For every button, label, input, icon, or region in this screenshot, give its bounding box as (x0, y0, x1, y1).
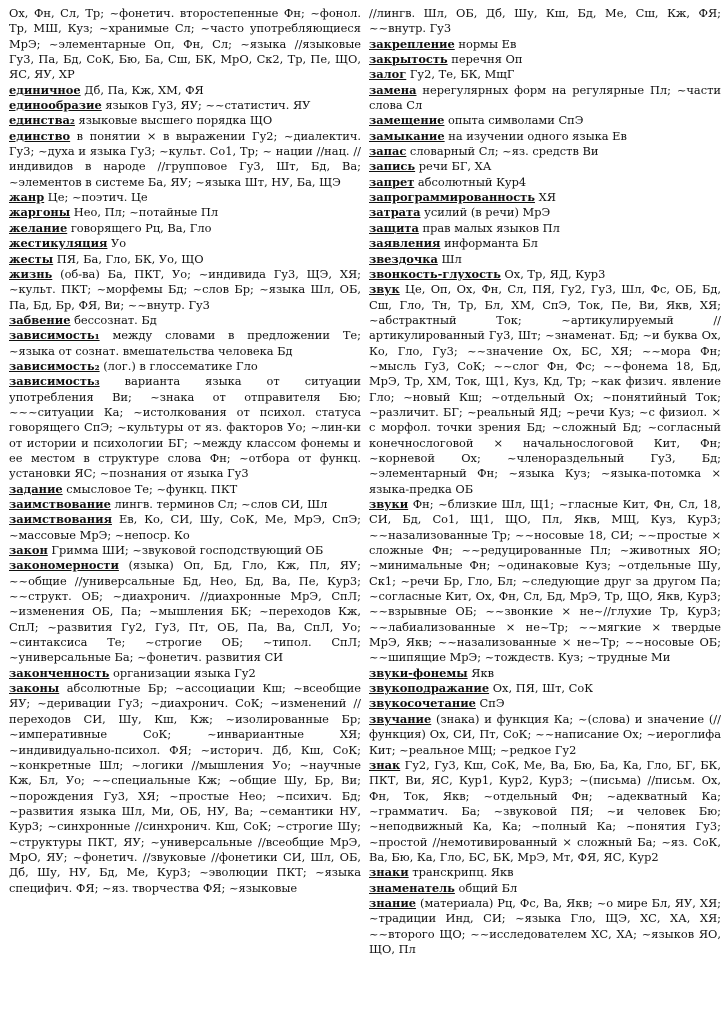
entry-text: абсолютный Кур4 (414, 174, 527, 189)
index-entry (9, 558, 361, 665)
entry-text: языков Гу3, ЯУ; ~~статистич. ЯУ (101, 98, 311, 113)
entry-text: бессознат. Бд (70, 312, 157, 327)
index-entry (9, 328, 361, 359)
entry-headword: заявления (369, 236, 441, 251)
index-entry (369, 881, 721, 896)
index-entry (9, 512, 361, 543)
entry-text: прав малых языков Пл (418, 220, 560, 235)
entry-headword: законченность (9, 665, 110, 680)
entry-headword: задание (9, 481, 63, 496)
entry-text: Уо (107, 236, 127, 251)
entry-text: организации языка Гу2 (109, 665, 256, 680)
index-entry (9, 681, 361, 896)
entry-text: Нео, Пл; ~потайные Пл (70, 205, 219, 220)
entry-headword: звук (369, 282, 400, 297)
entry-text: Ев, Ко, СИ, Шу, СоК, Ме, МрЭ, СпЭ; ~массовые МрЭ; ~непоср. Ко (9, 512, 361, 542)
entry-text: лингв. терминов Сл; ~слов СИ, Шл (110, 497, 328, 511)
index-entry (369, 6, 721, 37)
entry-text: Гу2, Гу3, Кш, СоК, Ме, Ва, Бю, Ба, Ка, Гло, БГ, БК, ПКТ, Ви, ЯС, Кур1, Кур2, Кур3; ~(письма) //письм. Ох, Фн, Ток, Якв; ~отдельный Фн; ~адекватный Ка; ~грамматич. Ба; ~звуковой ПЯ; ~и человек Бю; ~неподвижный Ка, Ка; ~полный Ка; ~понятия Гу3; ~простой //немотивированный × сложный Ба; ~яз. СоК, Ва, Бю, Ка, Гло, БС, БК, МрЭ, Мт, ФЯ, ЯС, Кур2 (369, 757, 721, 864)
entry-headword: замена (369, 82, 417, 97)
entry-text: Гу2, Те, БК, МщГ (406, 67, 515, 82)
entry-headword: жестикуляция (9, 236, 108, 251)
index-entry (369, 712, 721, 758)
entry-headword: звездочка (369, 251, 438, 266)
index-entry (9, 129, 361, 190)
index-entry (9, 190, 361, 205)
index-entry (9, 267, 361, 313)
index-entry (9, 6, 361, 83)
entry-headword: зависимость₃ (9, 374, 100, 389)
index-entry (369, 52, 721, 67)
index-entry (369, 681, 721, 696)
entry-text: варианта языка от ситуации употребления Ви; ~знака от отправителя Бю; ~~~ситуации Ка; ~истолкования от психол. статуса говорящего СпЭ; ~культуры от яз. факторов Уо; ~лин-ки от истории и психологии БГ; ~между классом фонемы и ее местом в структуре слова Фн; ~отбора от функц. установки ЯС; ~познания от языка Гу3 (9, 374, 361, 481)
entry-headword: звуки (369, 497, 409, 511)
index-entry (369, 129, 721, 144)
index-entry (9, 113, 361, 128)
entry-text: Це, Оп, Ох, Фн, Сл, ПЯ, Гу2, Гу3, Шл, Фс, ОБ, Бд, Сш, Гло, Тн, Тр, Бл, ХМ, СпЭ, Ток, Пе, Ви, Якв, ХЯ; ~абстрактный Ток; ~артикулируемый //артикулированный Гу3, Шт; ~знаменат. Бд; ~и буква Ох, Ко, Гло, Гу3; ~~значение Ох, БС, ХЯ; ~~мора Фн; ~мысль Гу3, СоК; ~~слог Фн, Фс; ~~фонема 18, Бд, МрЭ, Тр, ХМ, Ток, Щ1, Куз, Кд, Тр; ~как физич. явление Гло; ~новый Кш; ~отдельный Ох; ~понятийный Ток; ~различит. БГ; ~реальный ЯД; ~речи Куз; ~с физиол. × с морфол. точки зрения Бд; ~сложный Бд; ~согласный конечнослоговой × начальнослоговой Кит, Фн; ~корневой Ох; ~членораздельный Гу3, Бд; ~элементарный Фн; ~языка Куз; ~языка-потомка × языка-предка ОБ (369, 282, 721, 496)
index-entry (369, 696, 721, 711)
index-entry (369, 205, 721, 220)
entry-text: между словами в предложении Те; ~языка от сознат. вмешательства человека Бд (9, 328, 361, 358)
entry-text: Ох, ПЯ, Шт, СоК (489, 681, 594, 696)
entry-headword: звуки-фонемы (369, 665, 468, 680)
entry-headword: закрепление (369, 36, 455, 51)
entry-text: Шл (437, 251, 462, 266)
entry-text: Це; ~поэтич. Це (44, 190, 148, 205)
entry-headword: забвение (9, 312, 71, 327)
index-entry (369, 252, 721, 267)
entry-headword: жесты (9, 251, 54, 266)
index-entry (9, 359, 361, 374)
entry-headword: единство (9, 128, 71, 143)
index-entry (9, 374, 361, 481)
entry-headword: знак (369, 757, 401, 772)
entry-headword: зависимость₂ (9, 358, 100, 373)
entry-text: (материала) Рц, Фс, Ва, Якв; ~о мире Бл, ЯУ, ХЯ; ~традиции Инд, СИ; ~языка Гло, ЩЭ, ХС, ХА, ХЯ; ~~второго ЩО; ~~исследователем ХС, ХА; ~языков ЯО, ЩО, Пл (369, 895, 721, 956)
entry-headword: знание (369, 895, 417, 910)
index-entry (369, 190, 721, 205)
left-column (9, 6, 361, 896)
entry-text: транскрипц. Якв (408, 865, 514, 880)
entry-headword: залог (369, 67, 407, 82)
entry-headword: закрытость (369, 52, 448, 67)
entry-headword: звучание (369, 711, 432, 726)
index-entry (9, 482, 361, 497)
entry-text: говорящего Рц, Ва, Гло (67, 220, 212, 235)
entry-headword: жанр (9, 190, 45, 205)
index-entry (369, 221, 721, 236)
entry-text: языковые высшего порядка ЩО (74, 113, 273, 128)
entry-headword: жизнь (9, 266, 53, 281)
entry-text: (знака) и функция Ка; ~(слова) и значение (//функция) Ох, СИ, Пт, СоК; ~~написание Ох; ~иероглифа Кит; ~реальное МЩ; ~редкое Гу2 (369, 711, 721, 757)
index-entry (369, 67, 721, 82)
entry-text: усилий (в речи) МрЭ (420, 205, 551, 220)
index-entry (369, 144, 721, 159)
index-entry (369, 83, 721, 114)
entry-text: Ох, Фн, Сл, Тр; ~фонетич. второстепенные Фн; ~фонол. Тр, МШ, Куз; ~хранимые Сл; ~часто употребляющиеся МрЭ; ~элементарные Оп, Фн, Сл; ~языка //языковые Гу3, Па, Бд, СоК, Бю, Ба, Сш, БК, МрО, Ск2, Тр, Пе, ЩО, ЯС, ЯУ, ХР (9, 6, 361, 82)
index-entry (9, 313, 361, 328)
entry-text: перечня Оп (447, 52, 523, 67)
entry-headword: замыкание (369, 128, 445, 143)
entry-text: опыта символами СпЭ (444, 113, 584, 128)
entry-headword: закономерности (9, 558, 119, 573)
index-entry (369, 267, 721, 282)
index-entry (9, 98, 361, 113)
entry-headword: заимствования (9, 512, 112, 527)
entry-headword: жаргоны (9, 205, 71, 220)
entry-text: (языка) Оп, Бд, Гло, Кж, Пл, ЯУ; ~~общие //универсальные Бд, Нео, Бд, Ва, Пе, Кур3; ~~структ. ОБ; ~диахронич. //диахронные МрЭ, СпЛ; ~изменения ОБ, Па; ~мышления БК; ~переходов Кж, СпЛ; ~развития Гу2, Гу3, Пт, ОБ, Па, Ва, СпЛ, Уо; ~синтаксиса Те; ~строгие ОБ; ~типол. СпЛ; ~универсальные Ба; ~фонетич. развития СИ (9, 558, 361, 665)
entry-text: (об-ва) Ба, ПКТ, Уо; ~индивида Гу3, ЩЭ, ХЯ; ~культ. ПКТ; ~морфемы Бд; ~слов Бр; ~языка Шл, ОБ, Па, Бд, Бр, ФЯ, Ви; ~~внутр. Гу3 (9, 266, 361, 312)
entry-headword: единообразие (9, 98, 102, 113)
index-entry (369, 758, 721, 865)
entry-headword: звукосочетание (369, 696, 476, 711)
index-entry (369, 236, 721, 251)
index-entry (9, 497, 361, 512)
index-entry (9, 252, 361, 267)
entry-text: нерегулярных форм на регулярные Пл; ~части слова Сл (369, 82, 721, 113)
entry-text: Дб, Па, Кж, ХМ, ФЯ (80, 82, 204, 97)
entry-headword: заимствование (9, 497, 111, 511)
entry-headword: зависимость₁ (9, 328, 100, 343)
entry-headword: единичное (9, 82, 81, 97)
entry-headword: законы (9, 681, 60, 696)
entry-text: общий Бл (454, 880, 518, 895)
entry-headword: звукоподражание (369, 681, 490, 696)
index-entry (9, 236, 361, 251)
entry-text: Фн; ~близкие Шл, Щ1; ~гласные Кит, Фн, Сл, 18, СИ, Бд, Со1, Щ1, ЩО, Пл, Якв, МЩ, Куз, Кур3; ~~назализованные Тр; ~~носовые 18, СИ; ~~простые × сложные Фн; ~~редуцированные Пл; ~животных ЯО; ~минимальные Фн; ~одинаковые Куз; ~отдельные Шу, Ск1; ~речи Бр, Гло, Бл; ~следующие друг за другом Па; ~согласные Кит, Ох, Фн, Сл, Бд, МрЭ, Тр, ЩО, Якв, Кур3; ~~взрывные ОБ; ~~звонкие × не~//глухие Тр, Кур3; ~~лабиализованные × не~Тр; ~~мягкие × твердые МрЭ, Якв; ~~назализованные × не~Тр; ~~носовые ОБ; ~~шипящие МрЭ; ~тождеств. Куз; ~трудные Ми (369, 497, 721, 665)
entry-text: нормы Ев (454, 36, 517, 51)
entry-headword: знаменатель (369, 880, 455, 895)
entry-text: //лингв. Шл, ОБ, Дб, Шу, Кш, Бд, Ме, Сш, Кж, ФЯ; ~~внутр. Гу3 (369, 6, 721, 36)
index-entry (369, 666, 721, 681)
right-column (369, 6, 721, 957)
entry-text: смысловое Те; ~функц. ПКТ (62, 481, 238, 496)
entry-text: в понятии × в выражении Гу2; ~диалектич. Гу3; ~духа и языка Гу3; ~культ. Со1, Тр; ~ нации //нац. //индивидов в народе //групповое Гу3, Шт, Бд, Ва; ~элементов в системе Ба, ЯУ; ~языка Шт, НУ, Ба, ЩЭ (9, 128, 361, 189)
index-entry (9, 83, 361, 98)
entry-headword: замещение (369, 113, 445, 128)
entry-text: речи БГ, ХА (415, 159, 492, 174)
entry-text: Якв (467, 665, 495, 680)
index-entry (369, 175, 721, 190)
entry-headword: защита (369, 220, 419, 235)
entry-text: ХЯ (534, 190, 556, 205)
index-entry (9, 666, 361, 681)
index-entry (9, 543, 361, 558)
entry-headword: звонкость-глухость (369, 266, 501, 281)
index-entry (369, 37, 721, 52)
entry-headword: запись (369, 159, 416, 174)
entry-text: абсолютные Бр; ~ассоциации Кш; ~всеобщие ЯУ; ~деривации Гу3; ~диахронич. СоК; ~изменений //переходов СИ, Шу, Кш, Кж; ~изолированные Бр; ~императивные СоК; ~инвариантные ХЯ; ~индивидуально-психол. ФЯ; ~историч. Дб, Кш, СоК; ~конкретные Шл; ~логики //мышления Уо; ~научные Кж, Бл, Уо; ~~специальные Кж; ~общие Шу, Бр, Ви; ~порождения Гу3, ХЯ; ~простые Нео; ~психич. Бд; ~развития языка Шл, Ми, ОБ, НУ, Ва; ~семантики НУ, Кур3; ~синхронные //синхронич. Кш, СоК; ~строгие Шу; ~структуры ПКТ, ЯУ; ~универсальные //всеобщие МрЭ, МрО, ЯУ; ~фонетич. //звуковые //фонетики СИ, Шл, ОБ, Дб, Шу, НУ, Бд, Ме, Кур3; ~эволюции ПКТ; ~языка специфич. ФЯ; ~яз. творчества ФЯ; ~языковые (9, 681, 361, 895)
index-entry (369, 159, 721, 174)
index-entry (369, 282, 721, 497)
entry-headword: запрет (369, 174, 415, 189)
index-entry (369, 497, 721, 666)
index-entry (9, 205, 361, 220)
entry-text: информанта Бл (440, 236, 538, 251)
entry-text: Гримма ШИ; ~звуковой господствующий ОБ (47, 543, 324, 558)
entry-text: на изучении одного языка Ев (444, 128, 627, 143)
entry-headword: единства₂ (9, 113, 75, 128)
entry-text: словарный Сл; ~яз. средств Ви (406, 144, 599, 159)
entry-text: (лог.) в глоссематике Гло (99, 358, 258, 373)
entry-text: Ох, Тр, ЯД, Кур3 (500, 266, 606, 281)
entry-headword: затрата (369, 205, 421, 220)
entry-headword: закон (9, 543, 48, 558)
index-entry (9, 221, 361, 236)
entry-headword: запас (369, 144, 407, 159)
entry-headword: желание (9, 220, 68, 235)
entry-headword: знаки (369, 865, 409, 880)
entry-text: СпЭ (475, 696, 505, 711)
index-entry (369, 896, 721, 957)
entry-text: ПЯ, Ба, Гло, БК, Уо, ЩО (53, 251, 204, 266)
index-entry (369, 865, 721, 880)
entry-headword: запрограммированность (369, 190, 535, 205)
index-entry (369, 113, 721, 128)
